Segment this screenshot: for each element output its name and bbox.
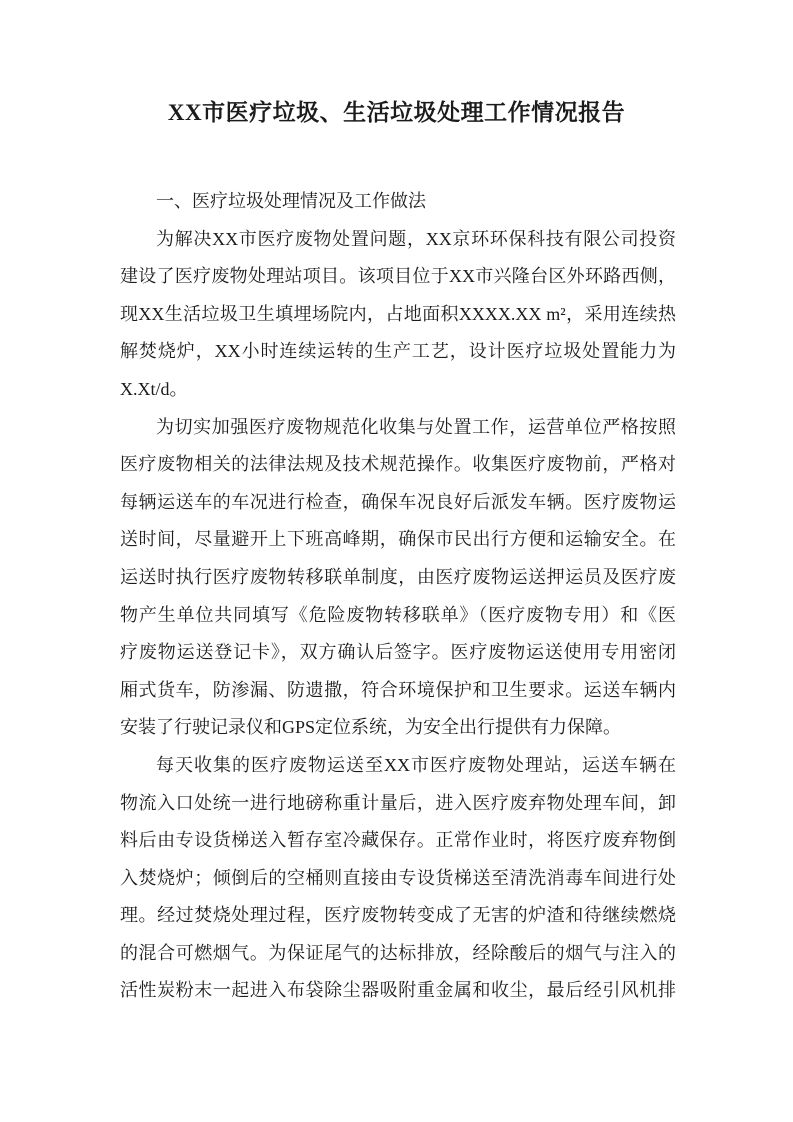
- paragraph-2-line: 运送时执行医疗废物转移联单制度，由医疗废物运送押运员及医疗废: [120, 566, 676, 587]
- document-body: [120, 183, 676, 1010]
- paragraph-1-line: X.Xt/d。: [120, 378, 188, 399]
- paragraph-1-line: 现XX生活垃圾卫生填埋场院内，占地面积XXXX.XX m²，采用连续热: [120, 303, 676, 324]
- paragraph-3-line: 入焚烧炉；倾倒后的空桶则直接由专设货梯送至清洗消毒车间进行处: [120, 867, 676, 888]
- paragraph-2-line: 厢式货车，防渗漏、防遗撒，符合环境保护和卫生要求。运送车辆内: [120, 679, 676, 700]
- paragraph-3-line: 料后由专设货梯送入暂存室冷藏保存。正常作业时，将医疗废弃物倒: [120, 830, 676, 851]
- paragraph-1-line: 解焚烧炉，XX小时连续运转的生产工艺，设计医疗垃圾处置能力为: [120, 341, 676, 362]
- paragraph-1-line: 为解决XX市医疗废物处置问题，XX京环环保科技有限公司投资: [156, 228, 676, 249]
- paragraph-2-line: 为切实加强医疗废物规范化收集与处置工作，运营单位严格按照: [156, 416, 676, 437]
- paragraph-3-line: 每天收集的医疗废物运送至XX市医疗废物处理站，运送车辆在: [156, 754, 676, 775]
- paragraph-1-line: 建设了医疗废物处理站项目。该项目位于XX市兴隆台区外环路西侧，: [120, 266, 676, 287]
- paragraph-2-line: 物产生单位共同填写《危险废物转移联单》（医疗废物专用）和《医: [120, 604, 676, 625]
- paragraph-3-line: 物流入口处统一进行地磅称重计量后，进入医疗废弃物处理车间，卸: [120, 792, 676, 813]
- paragraph-2-line: 医疗废物相关的法律法规及技术规范操作。收集医疗废物前，严格对: [120, 454, 676, 475]
- paragraph-2-line: 疗废物运送登记卡》，双方确认后签字。医疗废物运送使用专用密闭: [120, 642, 676, 663]
- section-heading: 一、医疗垃圾处理情况及工作做法: [156, 191, 426, 211]
- paragraph-2-line: 安装了行驶记录仪和GPS定位系统，为安全出行提供有力保障。: [120, 717, 622, 738]
- paragraph-3-line: 活性炭粉末一起进入布袋除尘器吸附重金属和收尘，最后经引风机排: [120, 980, 676, 1001]
- document-title: XX市医疗垃圾、生活垃圾处理工作情况报告: [167, 100, 626, 125]
- paragraph-2-line: 送时间，尽量避开上下班高峰期，确保市民出行方便和运输安全。在: [120, 529, 676, 550]
- paragraph-2-line: 每辆运送车的车况进行检查，确保车况良好后派发车辆。医疗废物运: [120, 491, 676, 512]
- paragraph-3-line: 的混合可燃烟气。为保证尾气的达标排放，经除酸后的烟气与注入的: [120, 942, 676, 963]
- paragraph-3-line: 理。经过焚烧处理过程，医疗废物转变成了无害的炉渣和待继续燃烧: [120, 905, 676, 926]
